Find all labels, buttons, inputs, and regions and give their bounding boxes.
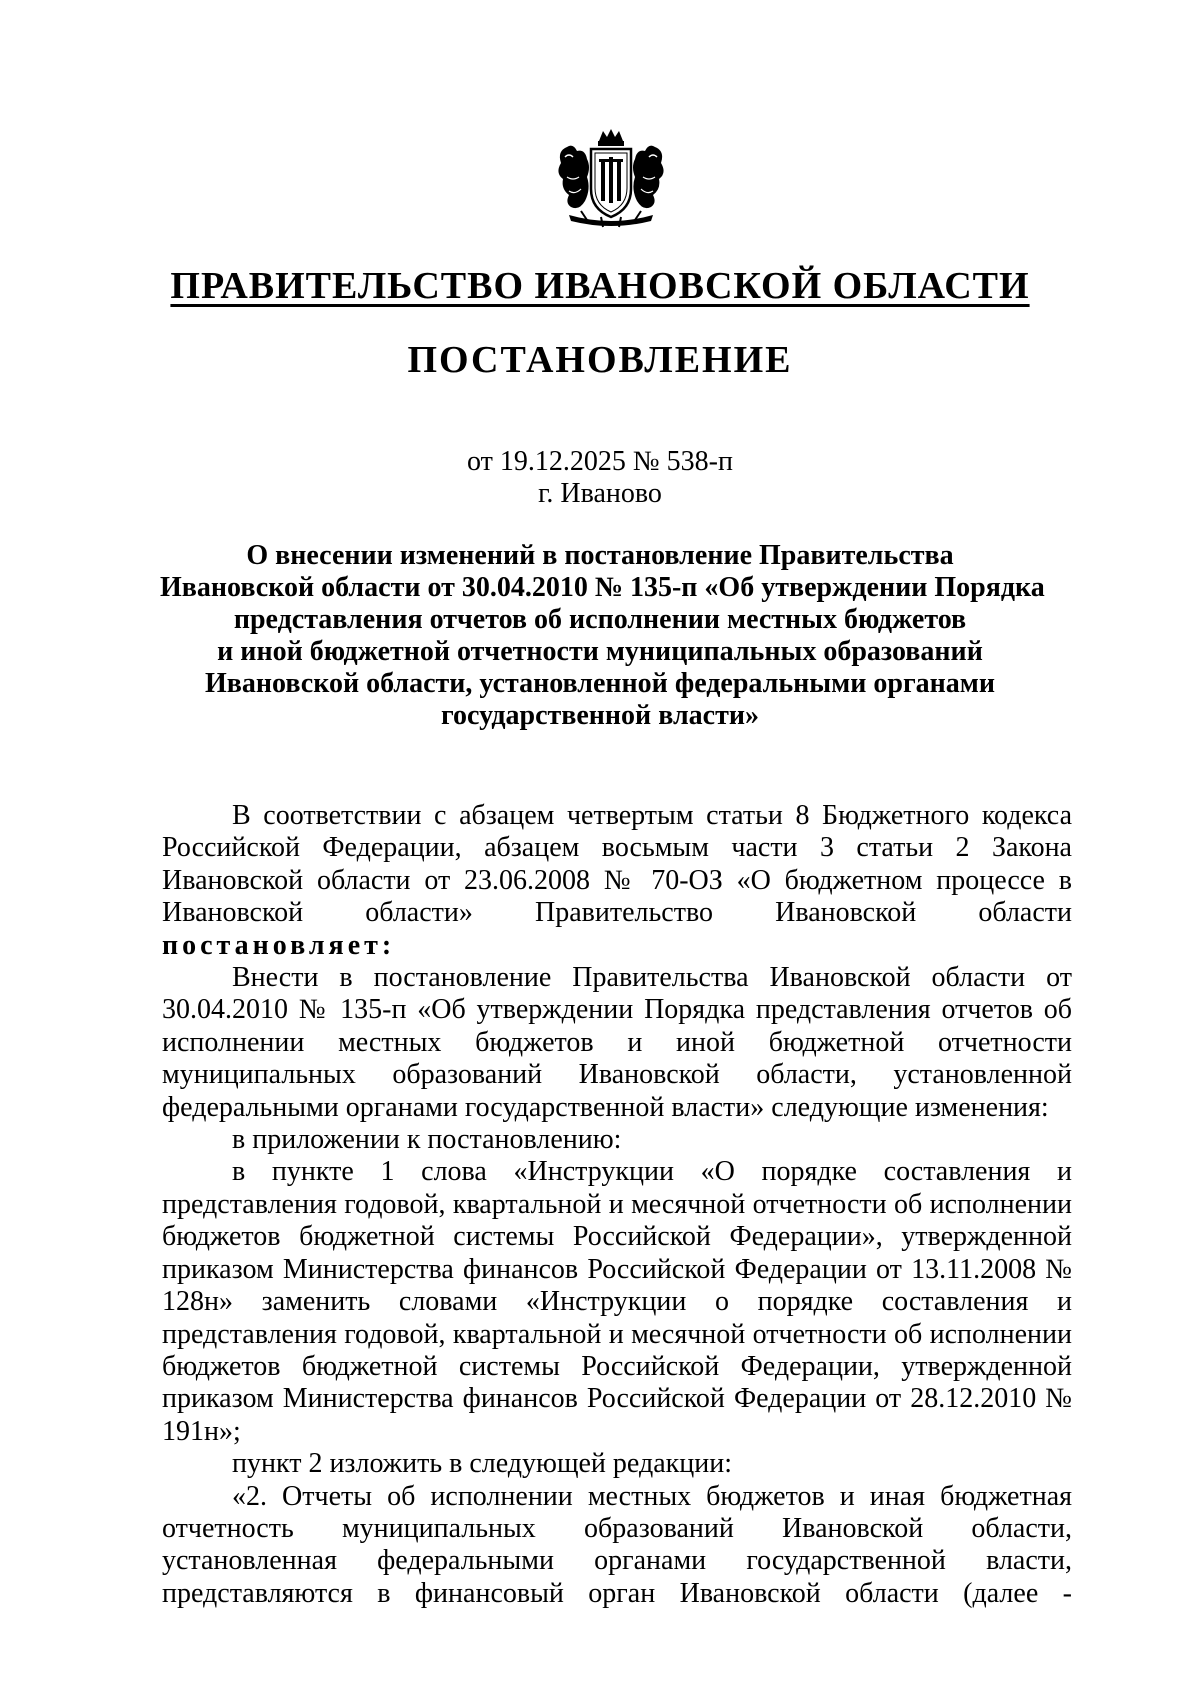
paragraph-decree: [162, 930, 1072, 962]
subject-line: О внесении изменений в постановление Правительства: [246, 540, 954, 571]
government-title-text: ПРАВИТЕЛЬСТВО ИВАНОВСКОЙ ОБЛАСТИ: [170, 265, 1030, 307]
subject-line: и иной бюджетной отчетности муниципальных образований: [217, 636, 983, 667]
subject-line: государственной власти»: [441, 700, 759, 731]
coat-of-arms-icon: [551, 127, 671, 230]
document-subject: [160, 540, 1045, 732]
subject-line: Ивановской области от 30.04.2010 № 135-п «Об утверждении Порядка: [160, 572, 1045, 603]
date-number: от 19.12.2025 № 538-п: [467, 446, 733, 477]
subject-line: представления отчетов об исполнении местных бюджетов: [233, 604, 967, 635]
paragraph-preamble: [162, 800, 1072, 930]
paragraph-quote: [162, 1481, 1072, 1611]
city: г. Иваново: [538, 478, 662, 509]
paragraph-point-1: в пункте 1 слова «Инструкции «О порядке составления и представления годовой, квартальной и месячной отчетности об исполнении бюджетов бюджетной системы Российской Федерации», утвержденной приказом Министерства финансов Российской Федерации от 13.11.2008 № 128н» заменить словами «Инструкции о порядке составления и представления годовой, квартальной и месячной отчетности об исполнении бюджетов бюджетной системы Российской Федерации, утвержденной приказом Министерства финансов Российской Федерации от 28.12.2010 № 191н»;: [162, 1156, 1072, 1447]
government-title: [0, 262, 1200, 310]
paragraph-point-2: пункт 2 изложить в следующей редакции:: [232, 1448, 732, 1480]
decree-word: постановляет:: [162, 929, 396, 961]
paragraph-appendix: в приложении к постановлению:: [232, 1124, 622, 1156]
document-type: ПОСТАНОВЛЕНИЕ: [407, 339, 793, 381]
preamble-text: В соответствии с абзацем четвертым статьи 8 Бюджетного кодекса Российской Федерации, абзацем восьмым части 3 статьи 2 Закона Ивановской области от 23.06.2008 № 70-ОЗ «О бюджетном процессе в Ивановской области» Правительство Ивановской области: [162, 800, 1072, 929]
subject-line: Ивановской области, установленной федеральными органами: [204, 668, 995, 699]
document-meta: [0, 446, 1200, 510]
paragraph-amend: Внести в постановление Правительства Ивановской области от 30.04.2010 № 135-п «Об утверждении Порядка представления отчетов об исполнении местных бюджетов и иной бюджетной отчетности муниципальных образований Ивановской области, установленной федеральными органами государственной власти» следующие изменения:: [162, 962, 1072, 1123]
document-body: [162, 800, 1072, 1610]
quote-text: «2. Отчеты об исполнении местных бюджетов и иная бюджетная отчетность муниципальных образований Ивановской области, установленная федеральными органами государственной власти, представляются в финансовый орган Ивановской области (далее -: [162, 1480, 1072, 1609]
